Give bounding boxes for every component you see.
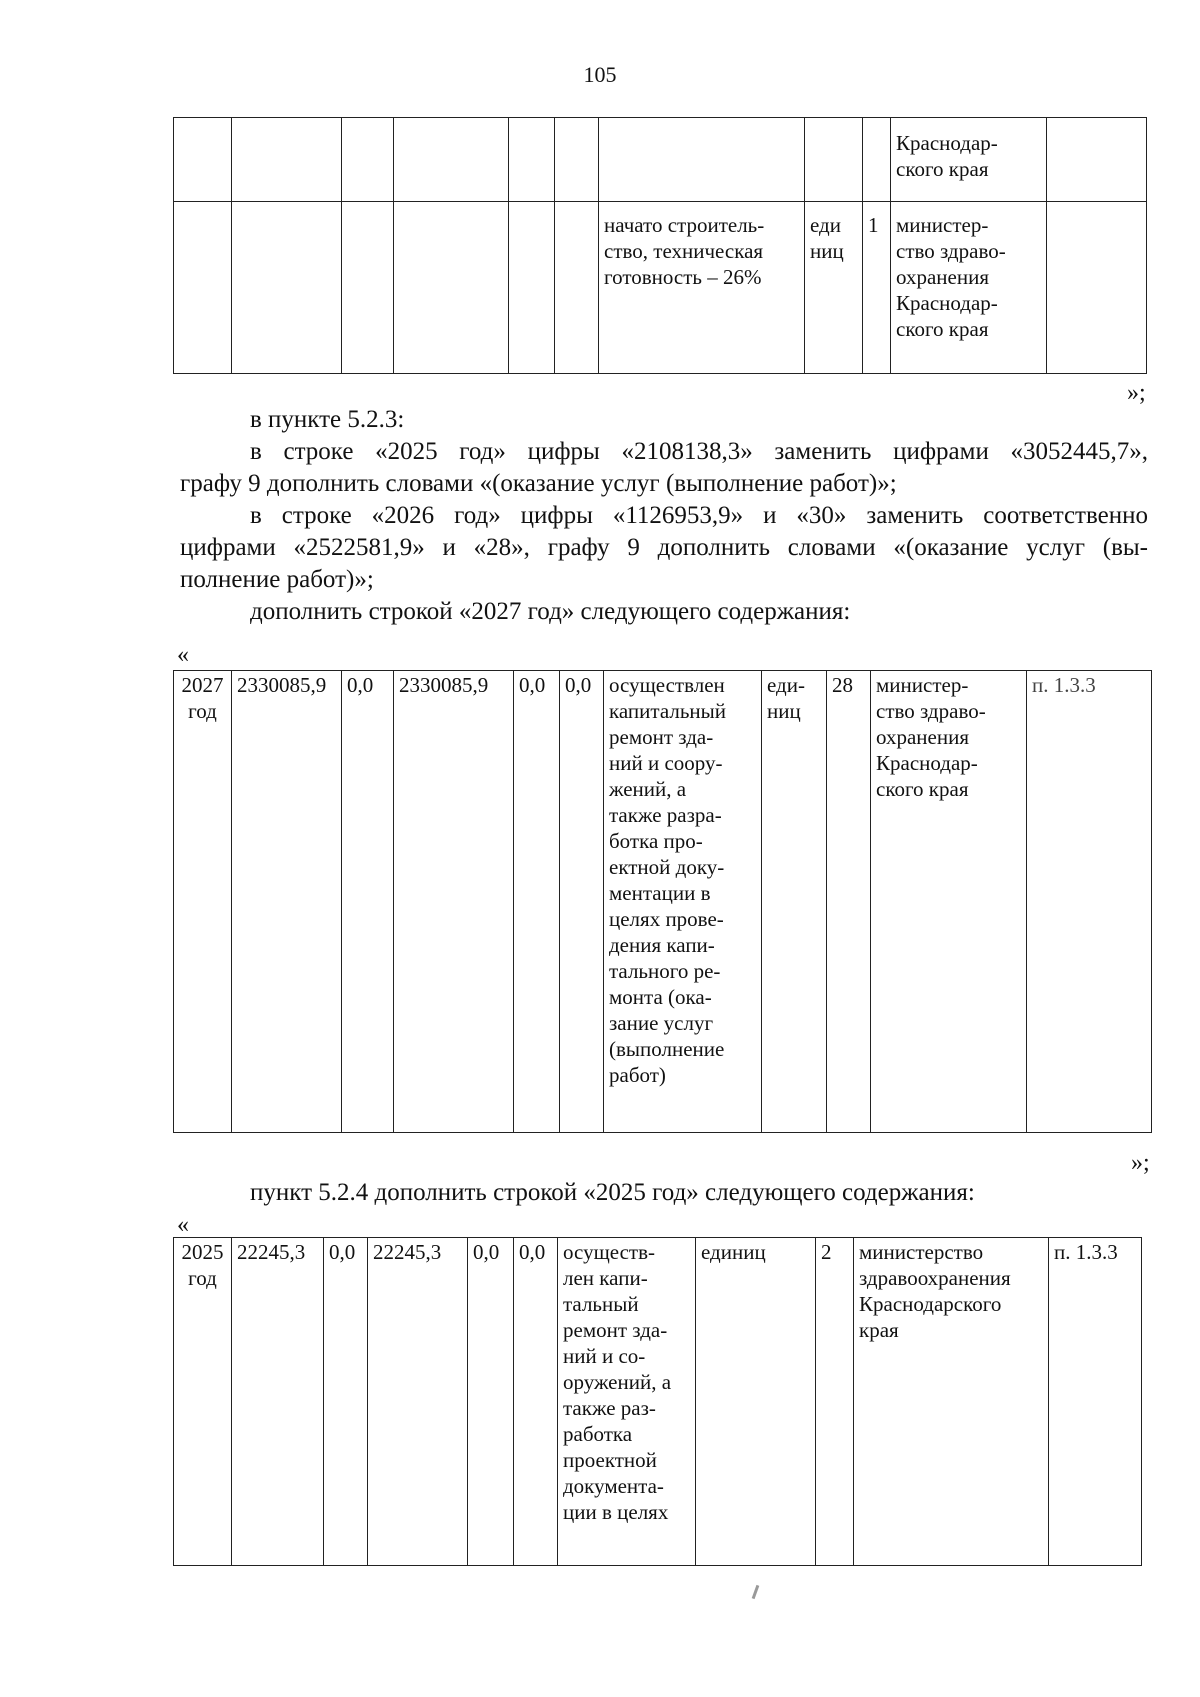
table-cell-unit: еди- ниц	[762, 671, 827, 1133]
table-cell-result: осуществ- лен капи- тальный ремонт зда- ний и со- оружений, а также раз- работка проектной документа- ции в целях	[558, 1238, 696, 1566]
paragraph-line: полнение работ)»;	[180, 566, 374, 593]
table-cell-value: 0,0	[514, 1238, 558, 1566]
table-cell-quantity: 28	[827, 671, 871, 1133]
table-cell	[342, 202, 394, 374]
table-cell-organization: министер- ство здраво- охранения Краснодар- ского края	[891, 202, 1047, 374]
table-cell	[394, 118, 509, 202]
table-cell-reference: п. 1.3.3	[1027, 671, 1152, 1133]
table-cell	[342, 118, 394, 202]
table-cell	[555, 118, 599, 202]
table-cell	[174, 202, 232, 374]
table-cell	[555, 202, 599, 374]
table-cell-value: 0,0	[468, 1238, 514, 1566]
table-row	[174, 1238, 1142, 1566]
paragraph-item-5-2-4: пункт 5.2.4 дополнить строкой «2025 год» следующего содержания:	[250, 1179, 975, 1206]
table-cell-organization: министер- ство здраво- охранения Краснодар- ского края	[871, 671, 1027, 1133]
table-cell	[509, 202, 555, 374]
table-cell-result: начато строитель- ство, техническая готовность – 26%	[599, 202, 805, 374]
table-cell-reference: п. 1.3.3	[1049, 1238, 1142, 1566]
table-cell-value: 22245,3	[368, 1238, 468, 1566]
table-cell-value: 0,0	[514, 671, 560, 1133]
paragraph-line: в строке «2025 год» цифры «2108138,3» заменить цифрами «3052445,7»,	[250, 438, 1148, 465]
table-cell-value: 0,0	[560, 671, 604, 1133]
table-cell-value: 2330085,9	[394, 671, 514, 1133]
closing-quote: »;	[1127, 380, 1146, 406]
table-cell	[174, 118, 232, 202]
table-cell	[232, 202, 342, 374]
scan-speck	[752, 1585, 760, 1599]
table-cell-quantity: 2	[816, 1238, 854, 1566]
table-row	[174, 202, 1147, 374]
table-cell	[509, 118, 555, 202]
opening-quote: «	[177, 642, 189, 668]
table-cell	[1047, 118, 1147, 202]
table-cell	[232, 118, 342, 202]
table-cell-total: 2330085,9	[232, 671, 342, 1133]
table-cell-result: осуществлен капитальный ремонт зда- ний и соору- жений, а также разра- ботка про- ектной доку- ментации в целях прове- дения капи- тального ре- монта (ока- зание услуг (выполнение работ)	[604, 671, 762, 1133]
opening-quote: «	[177, 1212, 189, 1238]
table-cell	[394, 202, 509, 374]
table-cell-organization: Краснодар- ского края	[891, 118, 1047, 202]
table-cell-value: 0,0	[342, 671, 394, 1133]
table-cell-unit: еди ниц	[805, 202, 863, 374]
table-cell	[1047, 202, 1147, 374]
closing-quote: »;	[1131, 1150, 1150, 1176]
table-2025	[173, 1237, 1142, 1566]
table-cell	[863, 118, 891, 202]
table-cell-unit: единиц	[696, 1238, 816, 1566]
table-cell	[805, 118, 863, 202]
paragraph-line: графу 9 дополнить словами «(оказание услуг (выполнение работ)»;	[180, 470, 897, 497]
paragraph-line: дополнить строкой «2027 год» следующего содержания:	[250, 598, 851, 625]
table-cell-value: 0,0	[324, 1238, 368, 1566]
table-continuation	[173, 117, 1147, 374]
table-row	[174, 118, 1147, 202]
table-cell-year: 2025 год	[174, 1238, 232, 1566]
paragraph-line: цифрами «2522581,9» и «28», графу 9 дополнить словами «(оказание услуг (вы-	[180, 534, 1148, 561]
table-row	[174, 671, 1152, 1133]
table-cell-quantity: 1	[863, 202, 891, 374]
paragraph-item-5-2-3: в пункте 5.2.3:	[250, 406, 405, 433]
table-cell-organization: министерство здравоохранения Краснодарского края	[854, 1238, 1049, 1566]
paragraph-line: в строке «2026 год» цифры «1126953,9» и «30» заменить соответственно	[250, 502, 1148, 529]
table-cell-year: 2027 год	[174, 671, 232, 1133]
page-number: 105	[583, 62, 617, 87]
table-2027	[173, 670, 1152, 1133]
table-cell-total: 22245,3	[232, 1238, 324, 1566]
table-cell	[599, 118, 805, 202]
